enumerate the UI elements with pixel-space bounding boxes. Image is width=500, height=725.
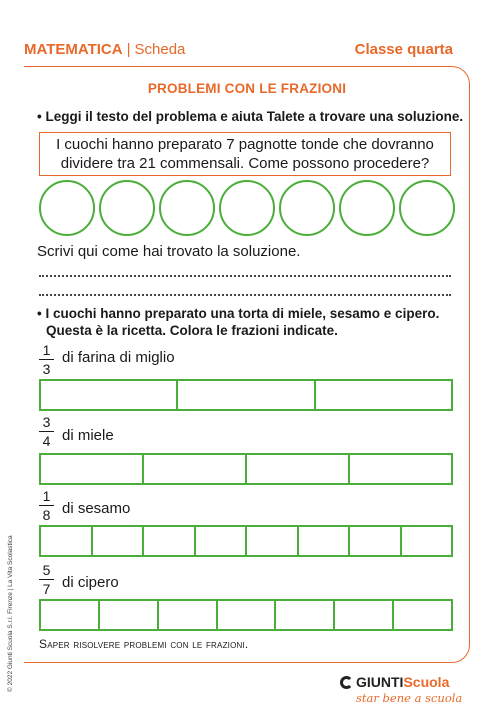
fraction-cell[interactable] [159, 601, 218, 629]
bread-circle[interactable] [39, 180, 95, 236]
instruction-2-line-1: • I cuochi hanno preparato una torta di miele, sesamo e cipero. [37, 306, 440, 321]
logo-wordmark [340, 674, 462, 690]
fraction-bar [39, 431, 54, 432]
fraction-bar-2 [39, 453, 453, 485]
fraction-1-label: di farina di miglio [62, 349, 175, 366]
fraction-cell[interactable] [144, 527, 196, 555]
fraction-bar-3 [39, 525, 453, 557]
instruction-2-line-2: Questa è la ricetta. Colora le frazioni indicate. [46, 323, 338, 338]
fraction-3 [39, 488, 54, 523]
grade-label: Classe quarta [354, 41, 453, 58]
fraction-cell[interactable] [316, 381, 451, 409]
subject-label: MATEMATICA [24, 41, 123, 58]
problem-box [39, 132, 451, 176]
bread-circle[interactable] [219, 180, 275, 236]
fraction-cell[interactable] [402, 527, 452, 555]
fraction-2-numerator: 3 [42, 414, 51, 430]
fraction-bar-4 [39, 599, 453, 631]
fraction-3-denominator: 8 [42, 507, 51, 523]
fraction-cell[interactable] [247, 527, 299, 555]
worksheet-title: PROBLEMI CON LE FRAZIONI [147, 81, 347, 96]
fraction-4-label: di cipero [62, 574, 119, 591]
answer-line-1[interactable] [39, 275, 451, 277]
fraction-cell[interactable] [100, 601, 159, 629]
instruction-1: • Leggi il testo del problema e aiuta Talete a trovare una soluzione. [37, 109, 464, 124]
logo-part-2: Scuola [403, 674, 450, 690]
fraction-cell[interactable] [276, 601, 335, 629]
fraction-bar [39, 359, 54, 360]
fraction-bar-1 [39, 379, 453, 411]
fraction-cell[interactable] [41, 527, 93, 555]
problem-text-line-2: dividere tra 21 commensali. Come possono procedere? [60, 155, 430, 172]
bread-circle[interactable] [339, 180, 395, 236]
bread-circles [39, 180, 459, 241]
fraction-cell[interactable] [144, 455, 247, 483]
solution-prompt: Scrivi qui come hai trovato la soluzione. [37, 243, 301, 260]
fraction-4-numerator: 5 [42, 562, 51, 578]
bread-circle[interactable] [279, 180, 335, 236]
fraction-cell[interactable] [299, 527, 351, 555]
answer-line-2[interactable] [39, 294, 451, 296]
fraction-1-denominator: 3 [42, 361, 51, 377]
instruction-2 [37, 305, 439, 339]
fraction-1 [39, 342, 54, 377]
fraction-cell[interactable] [247, 455, 350, 483]
header-separator: | [126, 41, 131, 58]
fraction-cell[interactable] [394, 601, 451, 629]
learning-goal: Saper risolvere problemi con le frazioni. [39, 637, 249, 651]
fraction-cell[interactable] [41, 381, 178, 409]
fraction-cell[interactable] [41, 455, 144, 483]
fraction-cell[interactable] [178, 381, 315, 409]
header-subject [24, 41, 185, 58]
fraction-3-label: di sesamo [62, 500, 131, 517]
fraction-cell[interactable] [41, 601, 100, 629]
bread-circle[interactable] [159, 180, 215, 236]
publisher-logo [340, 674, 462, 705]
fraction-cell[interactable] [350, 527, 402, 555]
fraction-3-numerator: 1 [42, 488, 51, 504]
fraction-4 [39, 562, 54, 597]
fraction-cell[interactable] [218, 601, 277, 629]
logo-g-icon [340, 676, 353, 689]
bread-circle[interactable] [99, 180, 155, 236]
logo-part-1: GIUNTI [356, 674, 404, 690]
fraction-cell[interactable] [350, 455, 451, 483]
worksheet-kind: Scheda [134, 41, 186, 58]
logo-tagline: star bene a scuola [356, 691, 463, 705]
bread-circle[interactable] [399, 180, 455, 236]
fraction-2-denominator: 4 [42, 433, 51, 449]
problem-text-line-1: I cuochi hanno preparato 7 pagnotte tonde che dovranno [56, 136, 434, 153]
fraction-2 [39, 414, 54, 449]
copyright-notice: © 2022 Giunti Scuola S.r.l. Firenze | La Vita Scolastica [7, 535, 14, 692]
fraction-cell[interactable] [196, 527, 248, 555]
fraction-4-denominator: 7 [42, 581, 51, 597]
fraction-1-numerator: 1 [42, 342, 51, 358]
fraction-2-label: di miele [62, 427, 114, 444]
fraction-cell[interactable] [335, 601, 394, 629]
fraction-bar [39, 579, 54, 580]
fraction-cell[interactable] [93, 527, 145, 555]
fraction-bar [39, 505, 54, 506]
